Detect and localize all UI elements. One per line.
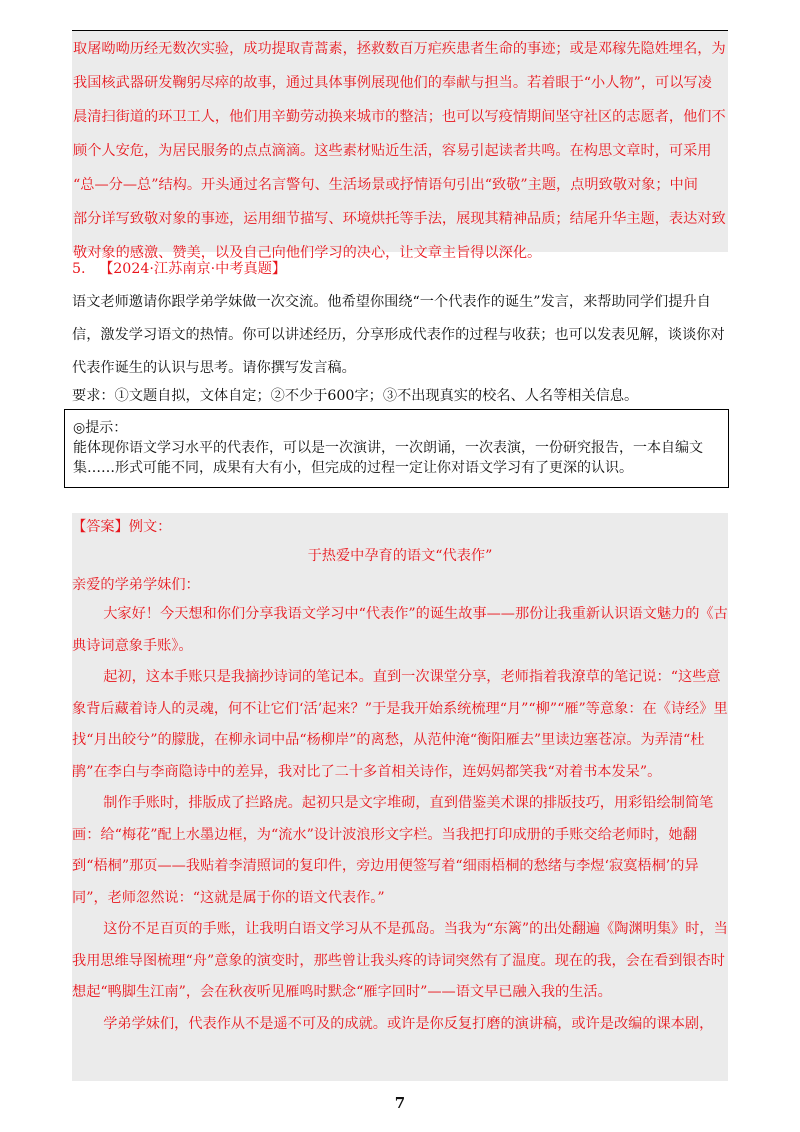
page-number: 7 (394, 1094, 406, 1112)
prompt-line: 代表作诞生的认识与思考。请你撰写发言稿。 (72, 360, 356, 376)
essay-paragraph: 学弟学妹们，代表作从不是遥不可及的成就。或许是你反复打磨的演讲稿，或许是改编的课本剧， (103, 1015, 714, 1032)
prev-answer-line: 顾个人安危，为居民服务的点点滴滴。这些素材贴近生活，容易引起读者共鸣。在构思文章时，可采用 (73, 143, 712, 159)
question-requirement: 要求：①文题自拟，文体自定；②不少于600字；③不出现真实的校名、人名等相关信息。 (72, 388, 639, 404)
hint-line: 集……形式可能不同，成果有大有小，但完成的过程一定让你对语文学习有了更深的认识。 (73, 460, 633, 476)
hint-box (64, 409, 729, 488)
prev-answer-line: 敬对象的感激、赞美，以及自己向他们学习的决心，让文章主旨得以深化。 (73, 245, 542, 261)
question-source: 【2024·江苏南京·中考真题】 (99, 261, 287, 277)
essay-title: 于热爱中孕育的语文“代表作” (307, 548, 493, 564)
prompt-line: 语文老师邀请你跟学弟学妹做一次交流。他希望你围绕“一个代表作的诞生”发言，来帮助同学们提升自 (72, 294, 711, 310)
prev-answer-line: 我国核武器研发鞠躬尽瘁的故事，通过具体事例展现他们的奉献与担当。若着眼于“小人物”，可以写凌 (73, 75, 712, 91)
question-number: 5. (72, 261, 86, 277)
answer-label: 【答案】例文： (72, 519, 172, 535)
prev-answer-line: 部分详写致敬对象的事迹，运用细节描写、环境烘托等手法，展现其精神品质；结尾升华主题，表达对致 (73, 211, 726, 227)
prompt-line: 信，激发学习语文的热情。你可以讲述经历，分享形成代表作的过程与收获；也可以发表见解，谈谈你对 (72, 327, 725, 343)
essay-paragraph: 这份不足百页的手账，让我明白语文学习从不是孤岛。当我为“东篱”的出处翻遍《陶渊明集》时，当我用思维导图梳理“舟”意象的演变时，那些曾让我头疼的诗词突然有了温度。现在的我，会在看到银杏时想起“鸭脚生江南”，会在秋夜听见雁鸣时默念“雁字回时”——语文早已融入我的生活。 (72, 921, 728, 1000)
prev-answer-line: “总—分—总”结构。开头通过名言警句、生活场景或抒情语句引出“致敬”主题，点明致敬对象；中间 (73, 177, 698, 193)
essay-greeting: 亲爱的学弟学妹们： (72, 577, 200, 593)
question-prompt (72, 286, 728, 385)
previous-answer-block (72, 31, 728, 261)
hint-label: ◎提示： (73, 420, 128, 436)
question-heading (72, 256, 286, 282)
essay-paragraph: 大家好！今天想和你们分享我语文学习中“代表作”的诞生故事——那份让我重新认识语文魅力的《古典诗词意象手账》。 (72, 606, 728, 654)
answer-block (72, 513, 728, 1081)
essay-paragraph: 起初，这本手账只是我摘抄诗词的笔记本。直到一次课堂分享，老师指着我潦草的笔记说：“这些意象背后藏着诗人的灵魂，何不让它们‘活’起来？”于是我开始系统梳理“月”“柳”“雁”等意象：在《诗经》里找“月出皎兮”的朦胧，在柳永词中品“杨柳岸”的离愁，从范仲淹“衡阳雁去”里读边塞苍凉。为弄清“杜鹃”在李白与李商隐诗中的差异，我对比了二十多首相关诗作，连妈妈都笑我“对着书本发呆”。 (72, 669, 728, 780)
hint-line: 能体现你语文学习水平的代表作，可以是一次演讲，一次朗诵，一次表演，一份研究报告，一本自编文 (73, 440, 703, 456)
essay-paragraph: 制作手账时，排版成了拦路虎。起初只是文字堆砌，直到借鉴美术课的排版技巧，用彩铅绘制简笔画：给“梅花”配上水墨边框，为“流水”设计波浪形文字栏。当我把打印成册的手账交给老师时，她翻到“梧桐”那页——我贴着李清照词的复印件，旁边用便签写着“细雨梧桐的愁绪与李煜‘寂寞梧桐’的异同”，老师忽然说：“这就是属于你的语文代表作。” (72, 795, 714, 906)
prev-answer-line: 取屠呦呦历经无数次实验，成功提取青蒿素，拯救数百万疟疾患者生命的事迹；或是邓稼先隐姓埋名，为 (73, 41, 726, 57)
prev-answer-line: 晨清扫街道的环卫工人，他们用辛勤劳动换来城市的整洁；也可以写疫情期间坚守社区的志愿者，他们不 (73, 109, 726, 125)
